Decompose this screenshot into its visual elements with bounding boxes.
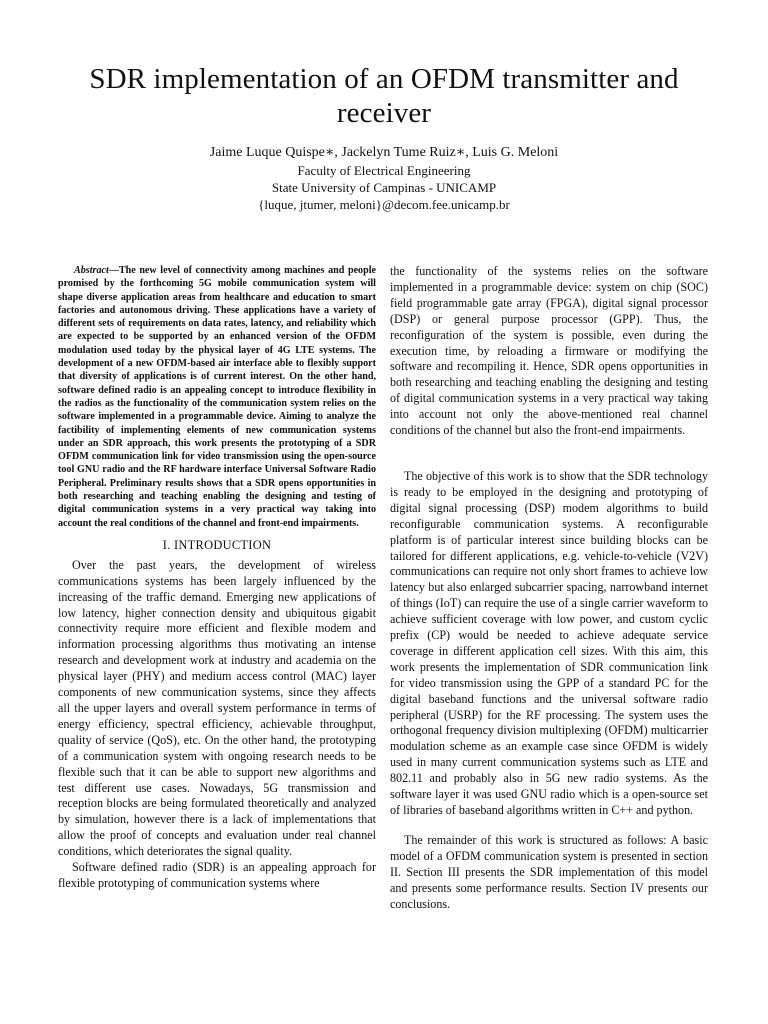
remainder-paragraph: The remainder of this work is structured as follows: A basic model of a OFDM communication system is presented in section II. Section III presents the SDR implementation of this model and presents some performance results. Section IV presents our conclusions. — [390, 832, 708, 911]
abstract — [58, 264, 376, 530]
paper-title: SDR implementation of an OFDM transmitter and receiver — [89, 63, 679, 129]
paragraph-spacer — [390, 819, 708, 833]
right-column — [390, 264, 708, 912]
paper-header — [40, 62, 728, 213]
abstract-text: —The new level of connectivity among machines and people promised by the forthcoming 5G mobile communication system will shape diverse application areas from healthcare and education to smart factories and autonomous driving. These applications have a variety of different sets of requirements on data rates, latency, and reliability which are expected to be supported by an enhanced version of the OFDM modulation used today by the physical layer of 4G LTE systems. The development of a new OFDM-based air interface able to flexibly support that diversity of applications is of current interest. On the other hand, software defined radio is an appealing concept to introduce flexibility in the radios as the functionality of the communication system relies on the software implemented in a programmable device. Aiming to analyze the factibility of implementing elements of new communication systems under an SDR approach, this work presents the prototyping of a SDR OFDM communication link for video transmission using the open-source tool GNU radio and the RF hardware interface Universal Software Radio Peripheral. Preliminary results shows that a SDR opens opportunities in both researching and teaching enabling the designing and testing of digital communication systems in a very practical way taking into account the real conditions of the channel and front-end impairments. — [58, 265, 376, 529]
affiliation-line-1: Faculty of Electrical Engineering — [297, 163, 471, 178]
abstract-label: Abstract — [74, 265, 109, 276]
section-heading-introduction: I. INTRODUCTION — [162, 537, 272, 552]
affiliation-line-2: State University of Campinas - UNICAMP — [271, 180, 497, 195]
intro-paragraph-1: Over the past years, the development of wireless communications systems has been largely influenced by the increasing of the traffic demand. Emerging new applications of low latency, higher connection density and ubiquitous gigabit connectivity require more efficient and flexible modem and information processing algorithms thus motivating an intense research and development work at industry and academia on the physical layer (PHY) and medium access control (MAC) layer components of new communication systems, since they affects all the upper layers and overall system performance in terms of energy efficiency, spectral efficiency, achievable throughput, quality of service (QoS), etc. On the other hand, the prototyping of a communication system with ongoing research needs to be flexible such that it can be able to support new algorithms and test different use cases. Nowadays, 5G transmission and reception blocks are being formulated theoretically and analyzed by simulation, however there is a lack of implementations that allow the proof of concepts and evaluation under real channel conditions, which deteriorates the signal quality. — [58, 557, 376, 859]
sdr-paragraph-continued: the functionality of the systems relies on the software implemented in a programmable device: system on chip (SOC) field programmable gate array (FPGA), digital signal processor (DSP) or general purpose processor (GPP). Thus, the reconfiguration of the system is possible, even during the execution time, by reloading a firmware or modifying the software and recompiling it. Hence, SDR opens opportunities in both researching and teaching enabling the designing and testing of digital communication systems in a very practical way taking into account not only the above-mentioned real channel conditions of the channel but also the front-end impairments. — [390, 264, 708, 438]
left-column — [58, 264, 376, 892]
intro-paragraph-2: Software defined radio (SDR) is an appealing approach for flexible prototyping of communication systems where — [58, 860, 376, 890]
affiliation-email: {luque, jtumer, meloni}@decom.fee.unicamp.br — [258, 197, 510, 212]
paper-authors: Jaime Luque Quispe∗, Jackelyn Tume Ruiz∗, Luis G. Meloni — [209, 145, 559, 160]
objective-paragraph: The objective of this work is to show that the SDR technology is ready to be employed in the designing and prototyping of digital signal processing (DSP) modem algorithms to build reconfigurable communication systems. A reconfigurable platform is of particular interest since building blocks can be tailored for different applications, e.g. vehicle-to-vehicle (V2V) communications can require not only short frames to achieve low latency but also enlarged subcarrier spacing, narrowband internet of things (IoT) can require the use of a single carrier waveform to achieve sufficient coverage with low power, and custom cyclic prefix (CP) would be needed to achieve adequate service coverage in different application cell sizes. With this aim, this work presents the implementation of SDR communication link for video transmission using the GPP of a standard PC for the digital baseband functions and the universal software radio peripheral (USRP) for the RF processing. The system uses the orthogonal frequency division multiplexing (OFDM) multicarrier modulation scheme as an example case since OFDM is widely used in many current communication systems such as LTE and 802.11 and probably also in 5G new radio systems. As the software layer it was used GNU radio which is a open-source set of libraries of baseband algorithms written in C++ and python. — [390, 468, 708, 817]
paragraph-spacer — [390, 439, 708, 469]
